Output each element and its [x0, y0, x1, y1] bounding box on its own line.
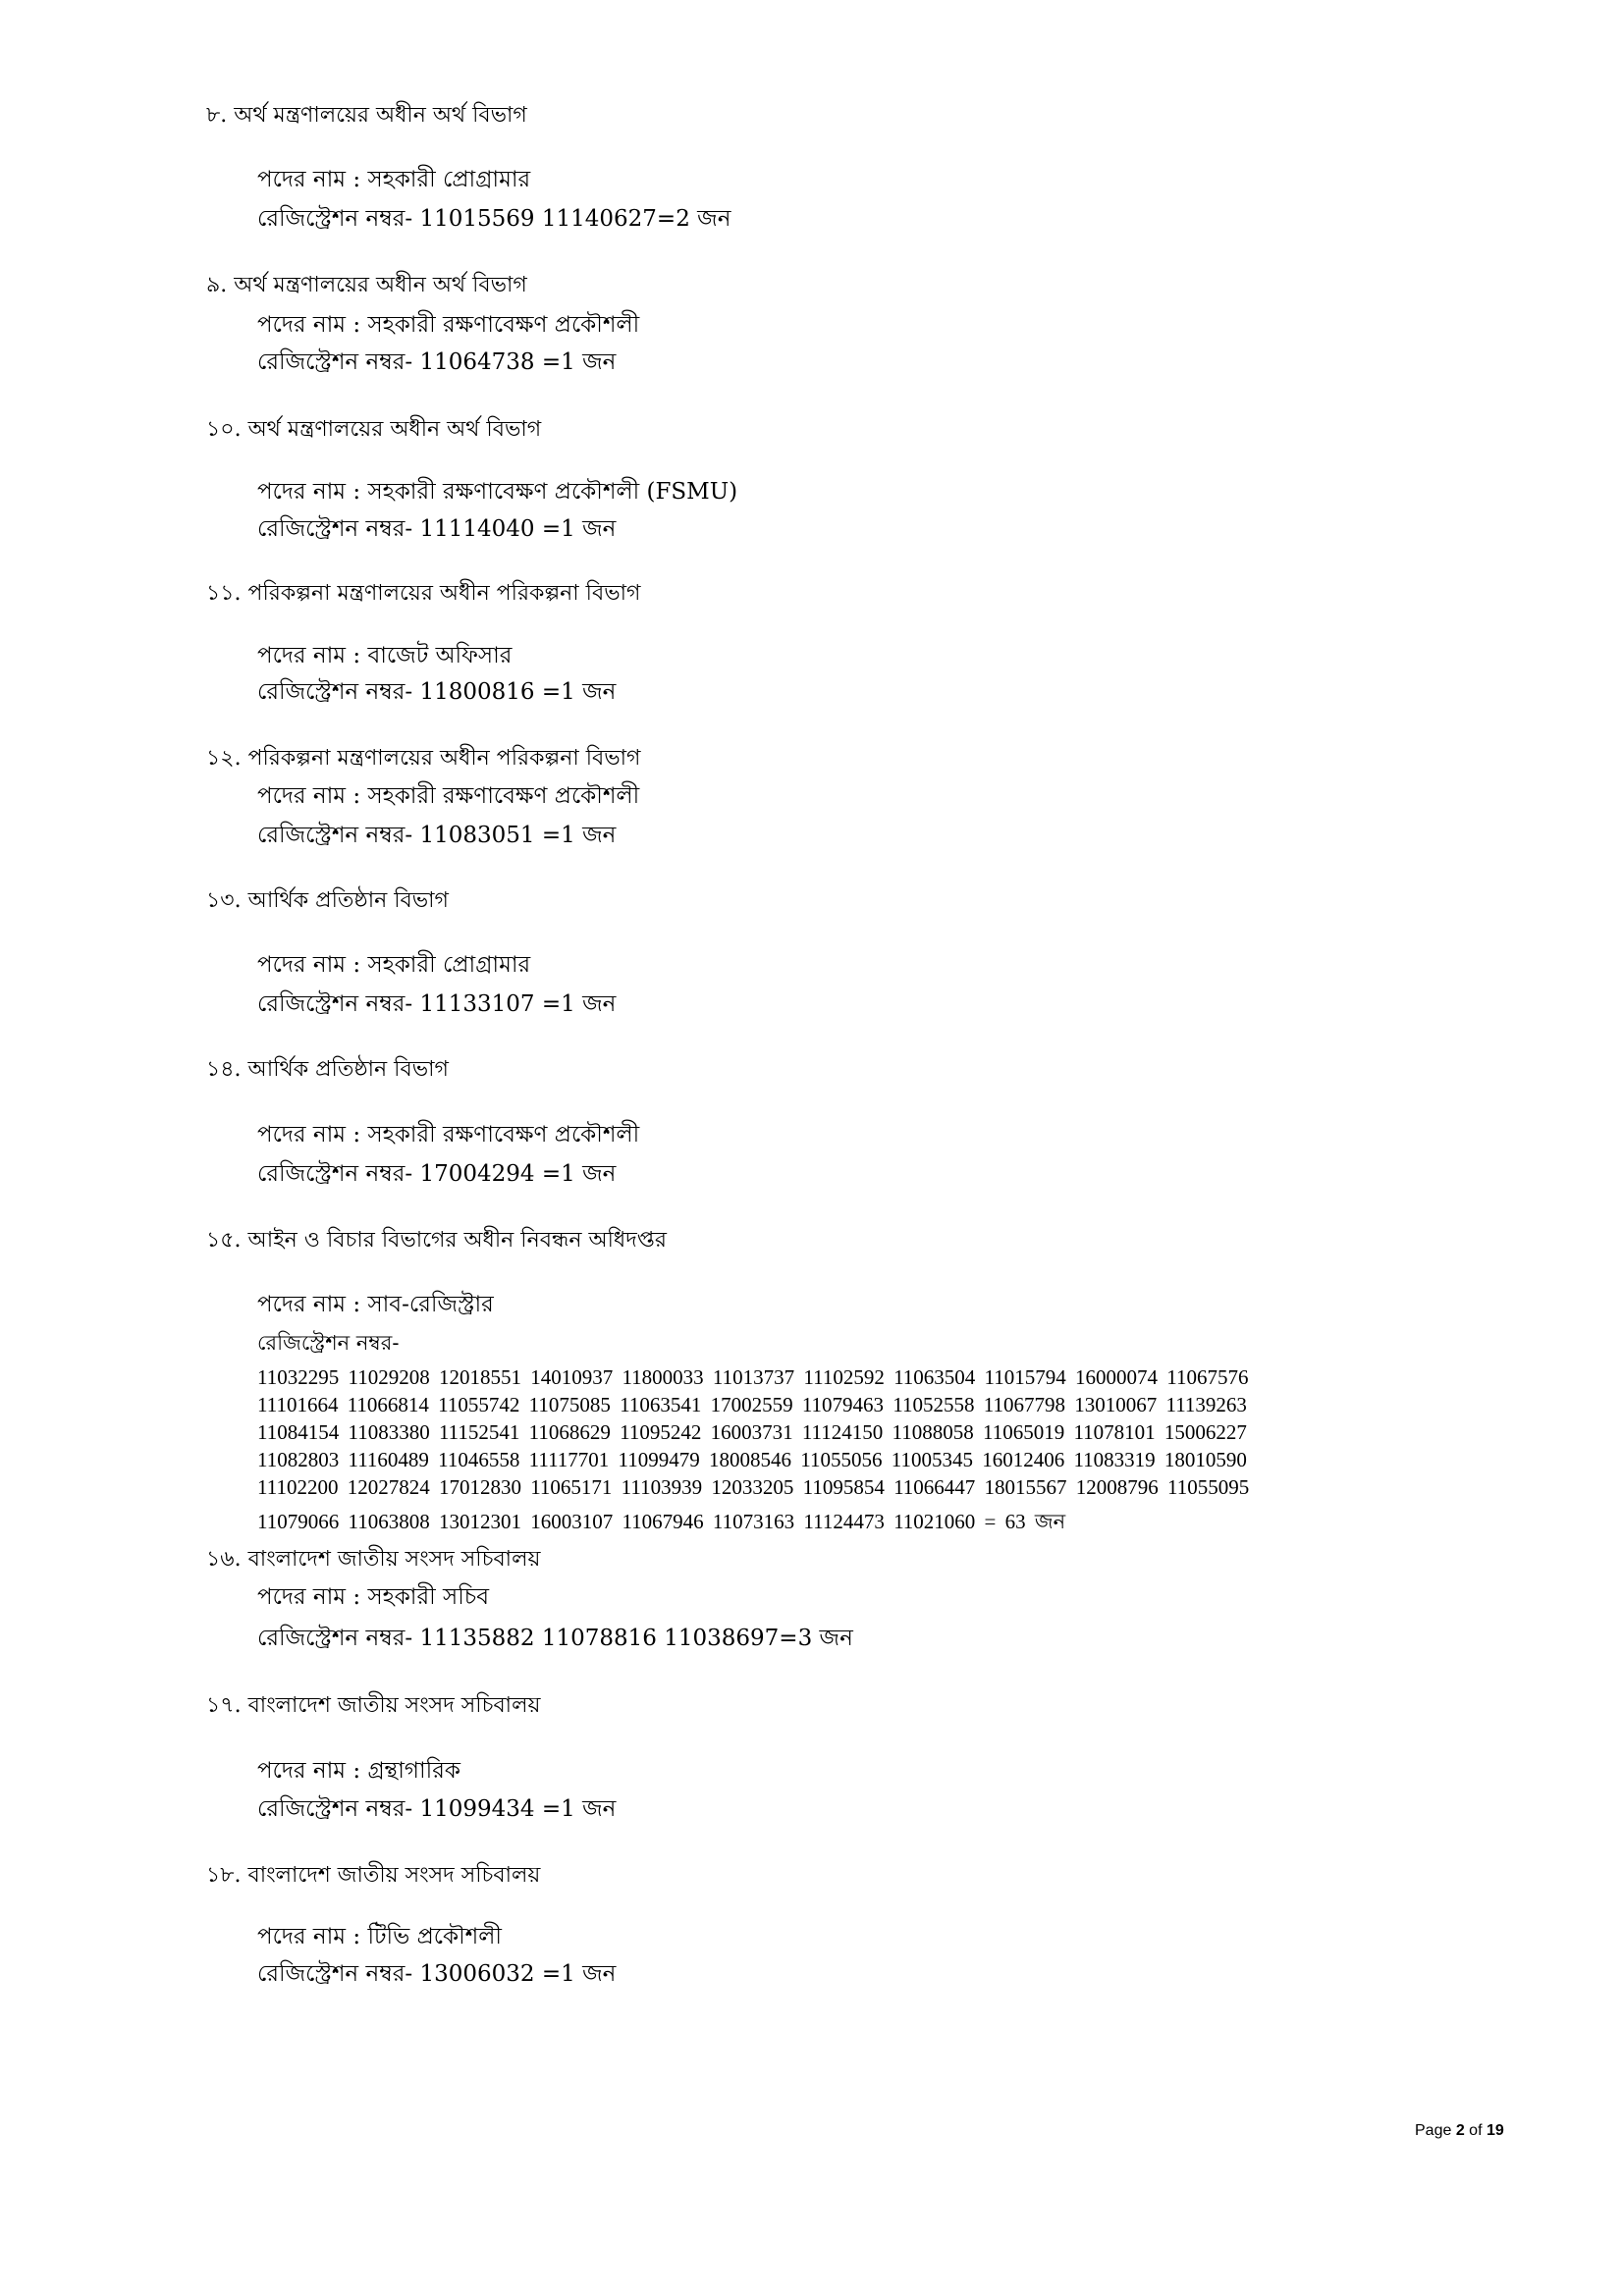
registration-label-15: রেজিস্ট্রেশন নম্বর-	[257, 1331, 400, 1355]
section-heading-18: ১৮. বাংলাদেশ জাতীয় সংসদ সচিবালয়	[206, 1863, 541, 1888]
section-heading-16: ১৬. বাংলাদেশ জাতীয় সংসদ সচিবালয়	[206, 1547, 541, 1572]
registration-numbers-line: 11032295 11029208 12018551 14010937 11800033 11013737 11102592 11063504 11015794 16000074 11067576	[257, 1365, 1249, 1389]
registration-13: রেজিস্ট্রেশন নম্বর- 11133107 =1 জন	[257, 991, 617, 1017]
post-name-10: পদের নাম : সহকারী রক্ষণাবেক্ষণ প্রকৌশলী (FSMU)	[257, 479, 738, 505]
section-heading-15: ১৫. আইন ও বিচার বিভাগের অধীন নিবন্ধন অধিদপ্তর	[206, 1228, 667, 1253]
section-heading-11: ১১. পরিকল্পনা মন্ত্রণালয়ের অধীন পরিকল্পনা বিভাগ	[206, 581, 641, 606]
registration-10: রেজিস্ট্রেশন নম্বর- 11114040 =1 জন	[257, 516, 617, 542]
current-page-number: 2	[1455, 2122, 1465, 2139]
registration-17: রেজিস্ট্রেশন নম্বর- 11099434 =1 জন	[257, 1796, 617, 1822]
registration-14: রেজিস্ট্রেশন নম্বর- 17004294 =1 জন	[257, 1161, 617, 1187]
section-heading-12: ১২. পরিকল্পনা মন্ত্রণালয়ের অধীন পরিকল্পনা বিভাগ	[206, 746, 641, 771]
post-name-12: পদের নাম : সহকারী রক্ষণাবেক্ষণ প্রকৌশলী	[257, 783, 640, 809]
registration-9: রেজিস্ট্রেশন নম্বর- 11064738 =1 জন	[257, 349, 617, 375]
registration-8: রেজিস্ট্রেশন নম্বর- 11015569 11140627=2 জন	[257, 206, 731, 232]
registration-numbers-line: 11101664 11066814 11055742 11075085 11063541 17002559 11079463 11052558 11067798 13010067 11139263	[257, 1393, 1247, 1416]
registration-numbers-line: 11082803 11160489 11046558 11117701 11099479 18008546 11055056 11005345 16012406 11083319 18010590	[257, 1448, 1247, 1471]
section-heading-8: ৮. অর্থ মন্ত্রণালয়ের অধীন অর্থ বিভাগ	[206, 103, 527, 128]
post-name-14: পদের নাম : সহকারী রক্ষণাবেক্ষণ প্রকৌশলী	[257, 1122, 640, 1148]
registration-numbers-line: 11102200 12027824 17012830 11065171 11103939 12033205 11095854 11066447 18015567 12008796 11055095	[257, 1475, 1250, 1499]
registration-numbers-line: 11084154 11083380 11152541 11068629 11095242 16003731 11124150 11088058 11065019 11078101 15006227	[257, 1420, 1247, 1444]
post-name-11: পদের নাম : বাজেট অফিসার	[257, 643, 513, 668]
post-name-16: পদের নাম : সহকারী সচিব	[257, 1584, 490, 1610]
section-heading-14: ১৪. আর্থিক প্রতিষ্ঠান বিভাগ	[206, 1057, 449, 1082]
total-page-count: 19	[1486, 2122, 1504, 2139]
registration-numbers-line: 11079066 11063808 13012301 16003107 11067946 11073163 11124473 11021060 = 63 জন	[257, 1510, 1066, 1533]
page-number-footer	[1415, 2122, 1504, 2140]
footer-prefix: Page	[1415, 2122, 1456, 2139]
registration-18: রেজিস্ট্রেশন নম্বর- 13006032 =1 জন	[257, 1961, 617, 1987]
post-name-17: পদের নাম : গ্রন্থাগারিক	[257, 1758, 460, 1784]
section-heading-10: ১০. অর্থ মন্ত্রণালয়ের অধীন অর্থ বিভাগ	[206, 417, 542, 442]
post-name-15: পদের নাম : সাব-রেজিস্ট্রার	[257, 1292, 494, 1317]
footer-of: of	[1464, 2122, 1487, 2139]
post-name-18: পদের নাম : টিভি প্রকৌশলী	[257, 1924, 502, 1949]
post-name-13: পদের নাম : সহকারী প্রোগ্রামার	[257, 952, 531, 978]
registration-16: রেজিস্ট্রেশন নম্বর- 11135882 11078816 11038697=3 জন	[257, 1626, 853, 1651]
post-name-9: পদের নাম : সহকারী রক্ষণাবেক্ষণ প্রকৌশলী	[257, 312, 640, 338]
registration-11: রেজিস্ট্রেশন নম্বর- 11800816 =1 জন	[257, 679, 617, 705]
section-heading-17: ১৭. বাংলাদেশ জাতীয় সংসদ সচিবালয়	[206, 1693, 541, 1718]
section-heading-9: ৯. অর্থ মন্ত্রণালয়ের অধীন অর্থ বিভাগ	[206, 273, 527, 297]
section-heading-13: ১৩. আর্থিক প্রতিষ্ঠান বিভাগ	[206, 888, 449, 913]
post-name-8: পদের নাম : সহকারী প্রোগ্রামার	[257, 167, 531, 192]
registration-12: রেজিস্ট্রেশন নম্বর- 11083051 =1 জন	[257, 823, 617, 848]
